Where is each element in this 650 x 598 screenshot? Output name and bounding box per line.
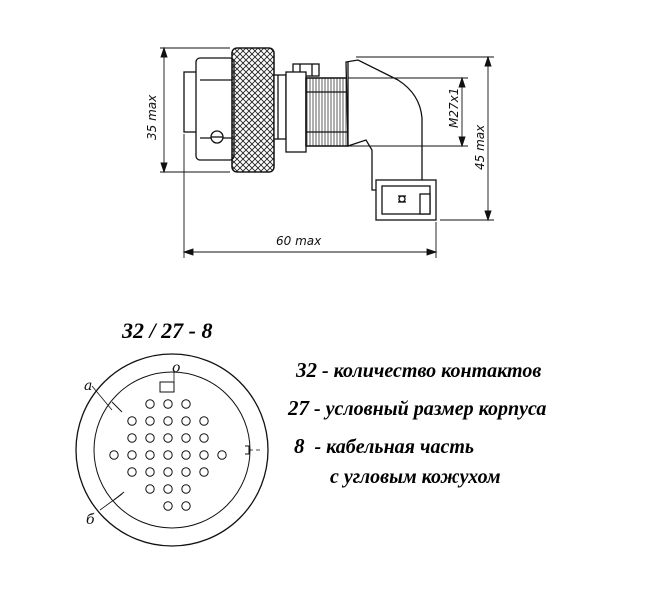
- angled-housing: [346, 60, 422, 190]
- contact-pin: [200, 434, 208, 442]
- contact-pin: [182, 451, 190, 459]
- contact-pin: [200, 451, 208, 459]
- legend-item-cable: [294, 434, 474, 459]
- legend-text-contacts: - количество контактов: [322, 360, 542, 382]
- legend-item-contacts: [296, 358, 541, 383]
- threaded-section: [306, 78, 348, 146]
- legend-item-size: [288, 396, 546, 421]
- contact-pin: [164, 451, 172, 459]
- contact-pin: [182, 417, 190, 425]
- contact-pin: [128, 451, 136, 459]
- contact-pin: [146, 434, 154, 442]
- legend-num-size: 27: [288, 396, 309, 420]
- contact-pin: [164, 434, 172, 442]
- contact-pin: [182, 485, 190, 493]
- designation-code: 32 / 27 - 8: [122, 318, 213, 343]
- plug-sleeve: [196, 58, 234, 160]
- dim-thread: M27x1: [447, 87, 461, 128]
- contact-pin: [164, 400, 172, 408]
- dim-length: 60 max: [276, 234, 322, 248]
- contact-pin: [164, 502, 172, 510]
- contact-pin: [128, 417, 136, 425]
- mark-a: a: [84, 378, 93, 394]
- dim-height-total: 45 max: [473, 124, 487, 170]
- contact-pin: [110, 451, 118, 459]
- knurled-nut: [232, 48, 274, 172]
- contact-pin: [182, 468, 190, 476]
- contact-pin: [164, 417, 172, 425]
- contact-pin: [200, 417, 208, 425]
- contact-pin: [200, 468, 208, 476]
- contact-pin: [146, 485, 154, 493]
- legend-continuation: с угловым кожухом: [330, 466, 501, 488]
- pin-face-view: [76, 354, 268, 546]
- contact-pin: [218, 451, 226, 459]
- contact-pins: [110, 400, 226, 510]
- mark-b: б: [86, 512, 95, 528]
- neck: [274, 75, 286, 139]
- contact-pin: [128, 434, 136, 442]
- contact-pin: [182, 434, 190, 442]
- contact-pin: [182, 400, 190, 408]
- key-label: o: [172, 360, 181, 376]
- contact-pin: [146, 451, 154, 459]
- contact-pin: [146, 400, 154, 408]
- legend-text-cable: - кабельная часть: [309, 436, 475, 458]
- legend-num-cable: 8: [294, 434, 305, 458]
- contact-pin: [164, 468, 172, 476]
- contact-pin: [128, 468, 136, 476]
- connector-side-view: [184, 48, 436, 220]
- contact-pin: [146, 417, 154, 425]
- contact-pin: [164, 485, 172, 493]
- legend-text-size: - условный размер корпуса: [314, 398, 547, 420]
- dim-height-body: 35 max: [145, 94, 159, 140]
- key-notch: [160, 382, 174, 392]
- contact-pin: [146, 468, 154, 476]
- contact-pin: [182, 502, 190, 510]
- legend-num-contacts: 32: [296, 358, 317, 382]
